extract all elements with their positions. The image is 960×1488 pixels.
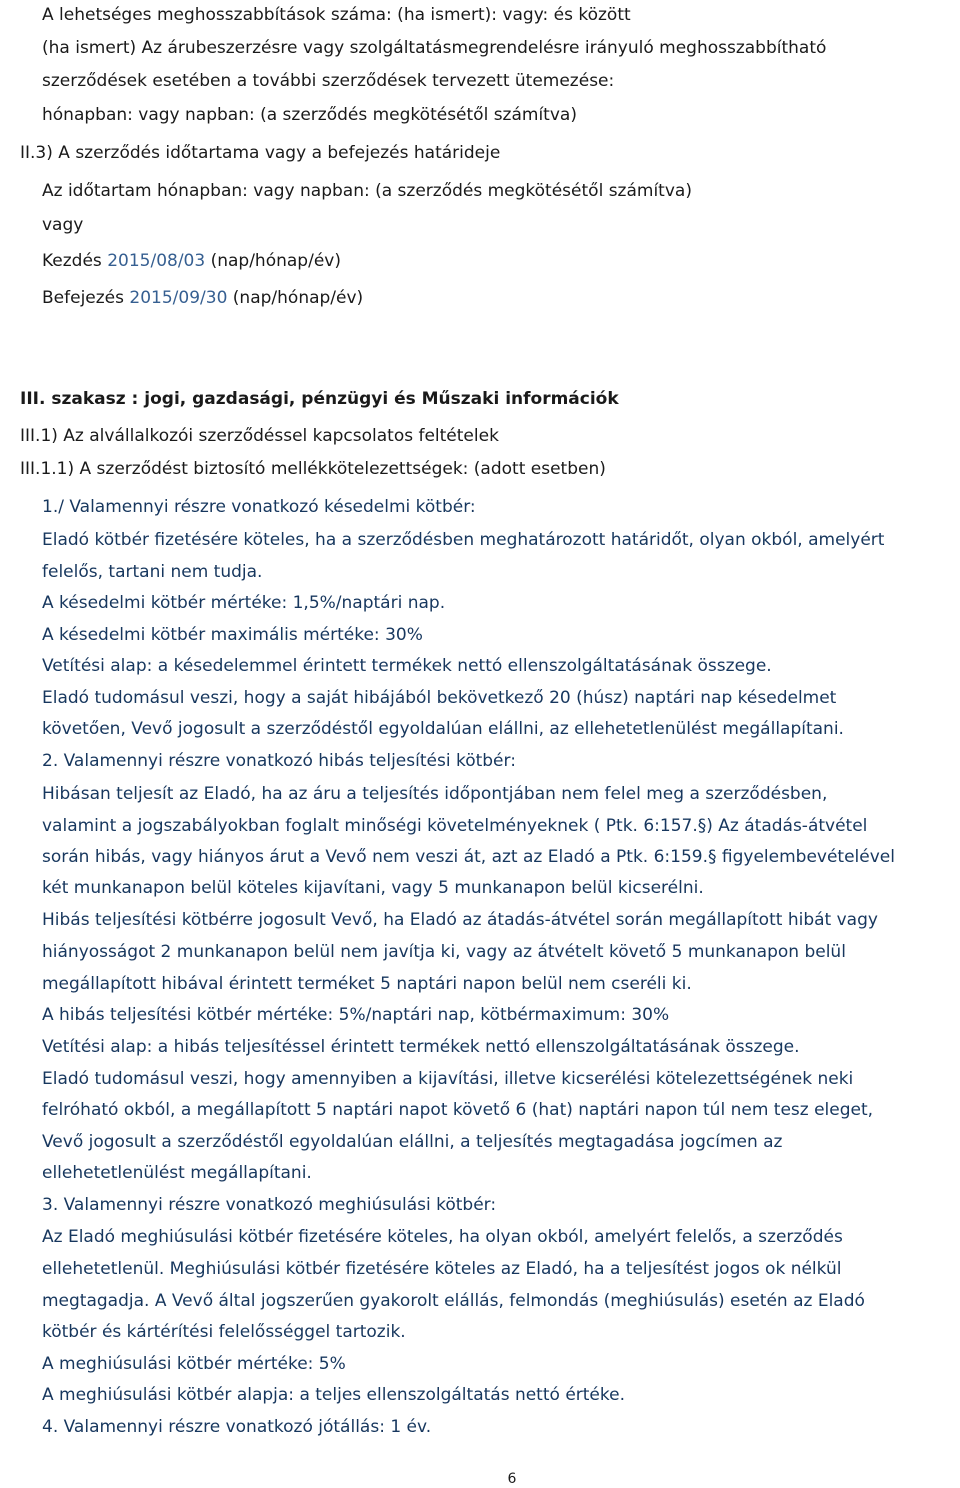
clause-line: hiányosságot 2 munkanapon belül nem javítja ki, vagy az átvételt követő 5 munkanapon belül [42, 942, 846, 962]
clause-line: két munkanapon belül köteles kijavítani, vagy 5 munkanapon belül kicserélni. [42, 878, 704, 898]
clause-line: A késedelmi kötbér mértéke: 1,5%/naptári nap. [42, 593, 446, 613]
heading-2-3: II.3) A szerződés időtartama vagy a befejezés határideje [20, 143, 501, 163]
heading-3-1: III.1) Az alvállalkozói szerződéssel kapcsolatos feltételek [20, 426, 499, 446]
clause-line: során hibás, vagy hiányos árut a Vevő nem veszi át, azt az Eladó a Ptk. 6:159.§ figyelembevételével [42, 847, 895, 867]
clause-line: ellehetetlenülést megállapítani. [42, 1163, 312, 1183]
clause-line: megtagadja. A Vevő által jogszerűen gyakorolt elállás, felmondás (meghiúsulás) esetén az Eladó [42, 1291, 865, 1311]
extension-schedule-line: szerződések esetében a további szerződések tervezett ütemezése: [42, 71, 615, 91]
clause-line: valamint a jogszabályokban foglalt minőségi követelményeknek ( Ptk. 6:157.§) Az átadás-átvétel [42, 816, 868, 836]
clause-line: A késedelmi kötbér maximális mértéke: 30% [42, 625, 423, 645]
clause-line: megállapított hibával érintett terméket 5 naptári napon belül nem cseréli ki. [42, 974, 692, 994]
clause-line: 1./ Valamennyi részre vonatkozó késedelmi kötbér: [42, 497, 476, 517]
clause-line: Eladó tudomásul veszi, hogy a saját hibájából bekövetkező 20 (húsz) naptári nap késedelmet [42, 688, 837, 708]
start-date-format: (nap/hónap/év) [210, 251, 341, 271]
or-line: vagy [42, 215, 84, 235]
extension-count-line: A lehetséges meghosszabbítások száma: (ha ismert): vagy: és között [42, 5, 631, 25]
clause-line: Vetítési alap: a hibás teljesítéssel érintett termékek nettó ellenszolgáltatásának összege. [42, 1037, 800, 1057]
extension-schedule-line: (ha ismert) Az árubeszerzésre vagy szolgáltatásmegrendelésre irányuló meghosszabbítható [42, 38, 827, 58]
clause-line: felelős, tartani nem tudja. [42, 562, 263, 582]
page-number: 6 [507, 1471, 517, 1487]
end-date-line [42, 287, 363, 309]
clause-line: Hibás teljesítési kötbérre jogosult Vevő, ha Eladó az átadás-átvétel során megállapított hibát vagy [42, 910, 878, 930]
clause-line: Vetítési alap: a késedelemmel érintett termékek nettó ellenszolgáltatásának összege. [42, 656, 772, 676]
clause-line: követően, Vevő jogosult a szerződéstől egyoldalúan elállni, az ellehetetlenülést megállapítani. [42, 719, 844, 739]
clause-line: Vevő jogosult a szerződéstől egyoldalúan elállni, a teljesítés megtagadása jogcímen az [42, 1132, 783, 1152]
start-date-value: 2015/08/03 [107, 251, 206, 271]
clause-line: Eladó kötbér fizetésére köteles, ha a szerződésben meghatározott határidőt, olyan okból, amelyért [42, 530, 885, 550]
clause-line: 2. Valamennyi részre vonatkozó hibás teljesítési kötbér: [42, 751, 516, 771]
clause-line: Hibásan teljesít az Eladó, ha az áru a teljesítés időpontjában nem felel meg a szerződésben, [42, 784, 828, 804]
clause-line: kötbér és kártérítési felelősséggel tartozik. [42, 1322, 406, 1342]
clause-line: Eladó tudomásul veszi, hogy amennyiben a kijavítási, illetve kicserélési kötelezettségének neki [42, 1069, 854, 1089]
end-date-format: (nap/hónap/év) [232, 288, 364, 308]
clause-line: 4. Valamennyi részre vonatkozó jótállás: 1 év. [42, 1417, 432, 1437]
clause-line: Az Eladó meghiúsulási kötbér fizetésére köteles, ha olyan okból, amelyért felelős, a szerződés [42, 1227, 843, 1247]
clause-line: ellehetetlenül. Meghiúsulási kötbér fizetésére köteles az Eladó, ha a teljesítést jogos ok nélkül [42, 1259, 842, 1279]
end-date-value: 2015/09/30 [129, 288, 228, 308]
section-3-title: III. szakasz : jogi, gazdasági, pénzügyi és Műszaki információk [20, 389, 619, 409]
clause-line: 3. Valamennyi részre vonatkozó meghiúsulási kötbér: [42, 1195, 497, 1215]
clause-line: felróható okból, a megállapított 5 naptári napot követő 6 (hat) naptári napon túl nem tesz eleget, [42, 1100, 874, 1120]
heading-3-1-1: III.1.1) A szerződést biztosító mellékkötelezettségek: (adott esetben) [20, 459, 606, 479]
start-label: Kezdés [42, 251, 102, 271]
clause-line: A meghiúsulási kötbér mértéke: 5% [42, 1354, 346, 1374]
clause-line: A hibás teljesítési kötbér mértéke: 5%/naptári nap, kötbérmaximum: 30% [42, 1005, 670, 1025]
clause-line: A meghiúsulási kötbér alapja: a teljes ellenszolgáltatás nettó értéke. [42, 1385, 625, 1405]
extension-schedule-line: hónapban: vagy napban: (a szerződés megkötésétől számítva) [42, 105, 577, 125]
start-date-line [42, 250, 341, 272]
duration-line: Az időtartam hónapban: vagy napban: (a szerződés megkötésétől számítva) [42, 181, 692, 201]
end-label: Befejezés [42, 288, 124, 308]
